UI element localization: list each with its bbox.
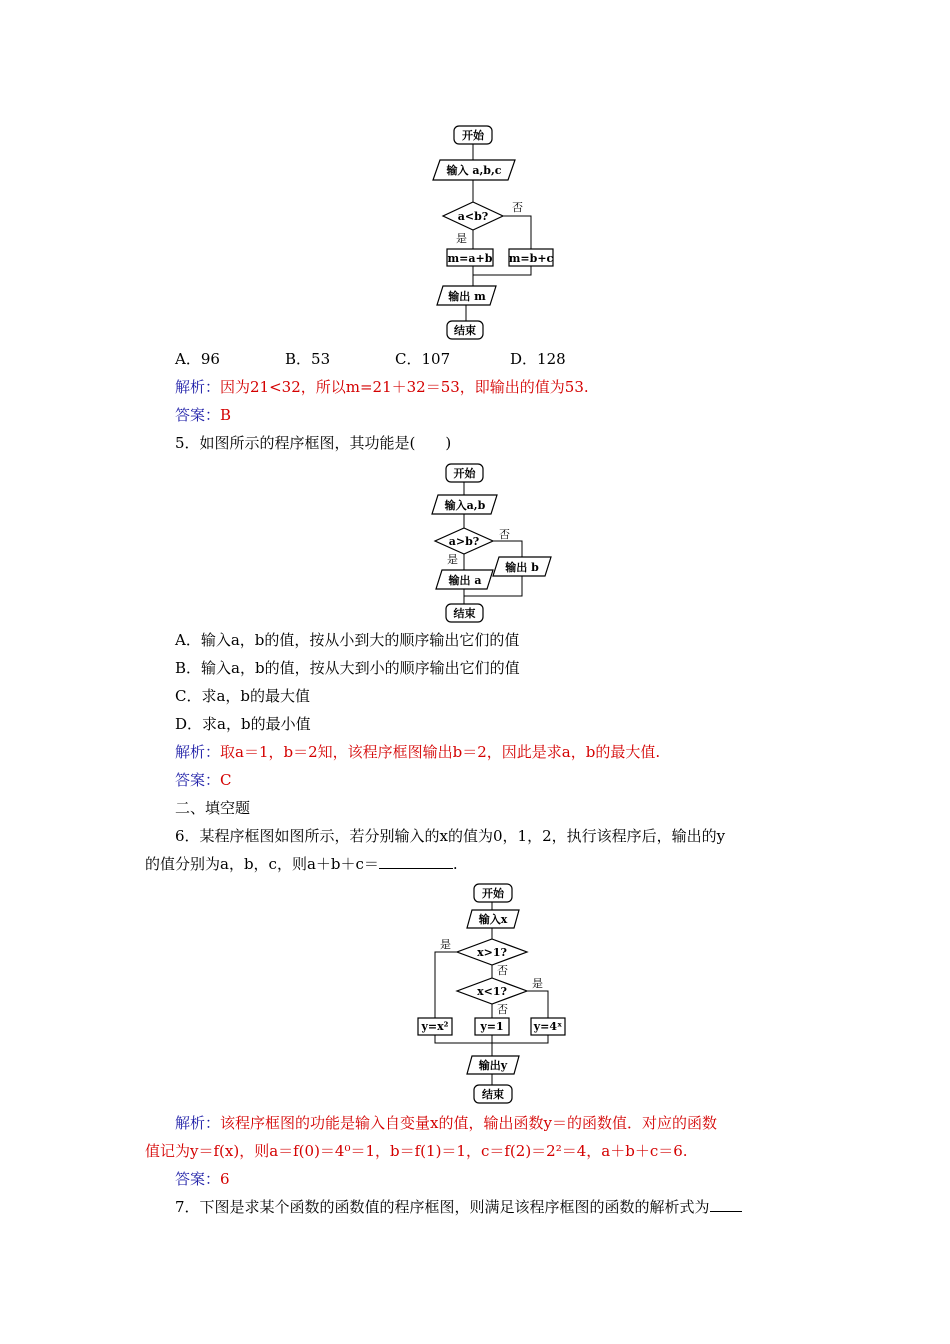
flowchart-3	[415, 878, 575, 1108]
fc3-b1-text: y=x²	[421, 1020, 449, 1033]
q6-stem-line1: 6．某程序框图如图所示，若分别输入的x的值为0，1，2，执行该程序后，输出的y	[175, 827, 726, 845]
fc1-start-text: 开始	[462, 129, 484, 142]
q4-analysis-text: 因为21<32，所以m=21＋32＝53，即输出的值为53.	[220, 378, 589, 396]
q5-answer	[175, 770, 232, 790]
fc3-start-text: 开始	[482, 887, 504, 900]
fc1-output-text: 输出 m	[448, 290, 486, 303]
fc3-no1-label: 否	[497, 964, 508, 977]
q4-answer-label: 答案：	[175, 406, 221, 424]
fc3-input-text: 输入x	[478, 913, 508, 926]
fc1-end-text: 结束	[454, 324, 476, 337]
q4-analysis	[175, 377, 589, 397]
fc2-no-label: 否	[499, 528, 510, 541]
q7-stem-text: 7．下图是求某个函数的函数值的程序框图，则满足该程序框图的函数的解析式为	[175, 1198, 710, 1216]
q5-option-a: A．输入a，b的值，按从小到大的顺序输出它们的值	[175, 631, 520, 649]
q5-analysis-label: 解析：	[175, 743, 221, 761]
fc1-input-text: 输入 a,b,c	[446, 164, 502, 177]
fc3-yes1-label: 是	[440, 938, 451, 951]
q5-option-c: C．求a，b的最大值	[175, 687, 311, 705]
q7-stem	[175, 1197, 742, 1217]
q6-analysis-line2: 值记为y＝f(x)，则a＝f(0)＝4⁰＝1，b＝f(1)＝1，c＝f(2)＝2²＝4，a＋b＋c＝6.	[145, 1142, 688, 1160]
q6-stem-text: 的值分别为a，b，c，则a＋b＋c＝	[145, 855, 379, 873]
flowchart-1	[420, 118, 570, 346]
q6-answer-value: 6	[220, 1170, 230, 1188]
q4-option-c: C．107	[395, 350, 451, 368]
q5-analysis-text: 取a＝1，b＝2知，该程序框图输出b＝2，因此是求a，b的最大值.	[220, 743, 661, 761]
fc2-out-a-text: 输出 a	[448, 574, 482, 587]
q5-option-d: D．求a，b的最小值	[175, 715, 311, 733]
section-title: 二、填空题	[175, 799, 251, 817]
q7-answer-blank	[710, 1197, 742, 1212]
fc3-no2-label: 否	[497, 1003, 508, 1016]
fc3-end-text: 结束	[482, 1088, 504, 1101]
q4-option-a: A．96	[175, 350, 220, 368]
q6-analysis-label: 解析：	[175, 1114, 221, 1132]
fc2-start-text: 开始	[453, 467, 476, 480]
fc3-yes2-label: 是	[532, 977, 543, 990]
fc3-cond2-text: x<1?	[477, 985, 507, 998]
q6-analysis-line1	[175, 1113, 717, 1133]
fc1-left-text: m=a+b	[447, 252, 493, 265]
fc3-output-text: 输出y	[478, 1059, 508, 1072]
fc3-b2-text: y=1	[480, 1020, 504, 1033]
q6-answer-blank	[379, 854, 453, 869]
q4-analysis-label: 解析：	[175, 378, 221, 396]
q5-option-b: B．输入a，b的值，按从大到小的顺序输出它们的值	[175, 659, 520, 677]
q5-stem: 5．如图所示的程序框图，其功能是( )	[175, 434, 452, 452]
fc2-end-text: 结束	[453, 607, 476, 620]
fc3-cond1-text: x>1?	[477, 946, 507, 959]
fc2-yes-label: 是	[447, 553, 458, 566]
q6-stem-line2	[145, 854, 458, 874]
fc1-cond-text: a<b?	[457, 210, 489, 223]
fc1-right-text: m=b+c	[508, 252, 554, 265]
q4-answer-value: B	[220, 406, 232, 424]
fc2-out-b-text: 输出 b	[505, 561, 539, 574]
q5-answer-value: C	[220, 771, 232, 789]
q6-answer-label: 答案：	[175, 1170, 221, 1188]
fc1-yes-label: 是	[456, 232, 467, 245]
q6-answer	[175, 1169, 230, 1189]
q6-analysis-text1: 该程序框图的功能是输入自变量x的值，输出函数y＝的函数值．对应的函数	[220, 1114, 717, 1132]
flowchart-2	[425, 458, 565, 628]
fc3-b3-text: y=4ˣ	[533, 1020, 563, 1033]
fc2-cond-text: a>b?	[448, 535, 480, 548]
q4-option-b: B．53	[285, 350, 331, 368]
fc1-no-label: 否	[512, 201, 523, 214]
q4-option-d: D．128	[510, 350, 566, 368]
q5-analysis	[175, 742, 660, 762]
q4-answer	[175, 405, 231, 425]
fc2-input-text: 输入a,b	[444, 499, 486, 512]
q5-answer-label: 答案：	[175, 771, 221, 789]
q6-stem-end: .	[452, 855, 458, 873]
